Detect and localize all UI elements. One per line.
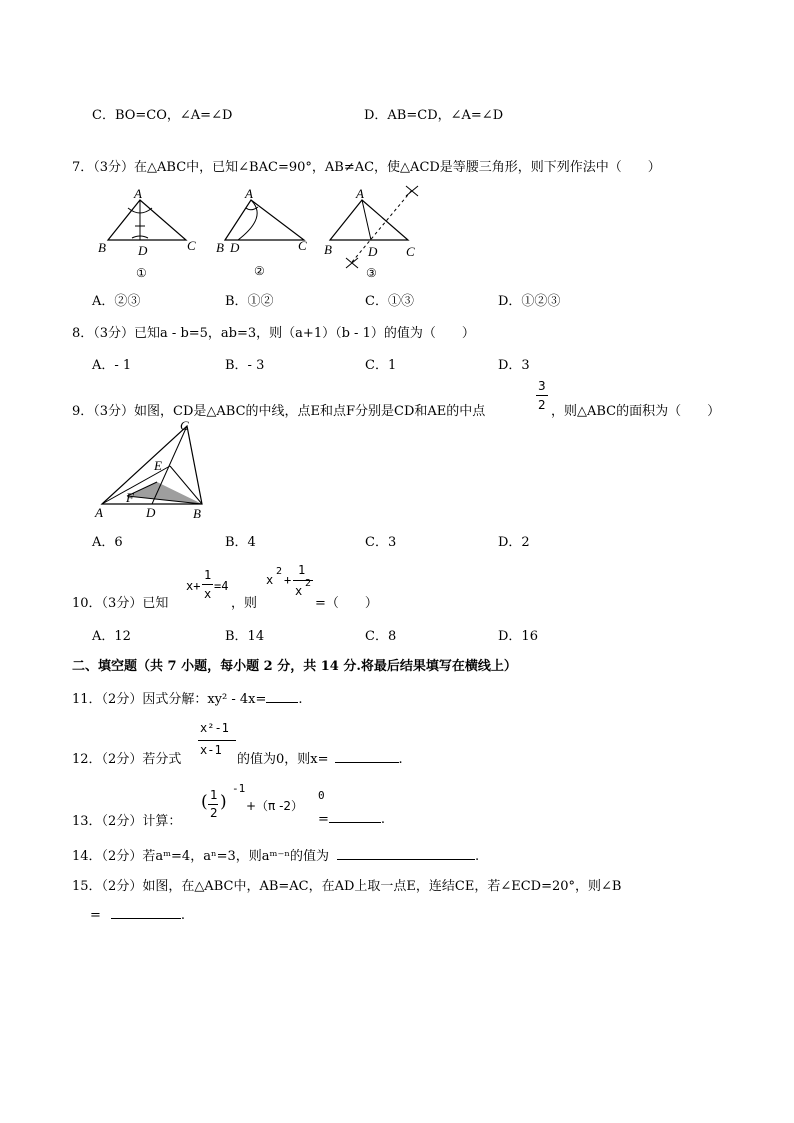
q7-f2-number: ② [254,264,265,278]
q12-stem-b [237,748,403,767]
q9-frac-line [536,395,548,396]
q15-equals: = [90,908,101,923]
q12-frac-den: x-1 [200,743,222,757]
q10-given-frac-line [202,584,213,585]
q9-label-a: A [95,505,103,520]
q12-end: . [398,752,403,767]
q11-stem [72,688,303,707]
q7-f1-number: ① [136,266,147,280]
q7-figure-1 [98,186,196,280]
q9-frac-denominator: 2 [538,398,546,412]
q9-stem-a: 9．（3分）如图，CD是△ABC的中线，点E和点F分别是CD和AE的中点 [72,404,486,419]
q10-stem-b: ，则 [231,596,258,611]
q9-option-d: D．2 [498,535,530,550]
q10-target-den: x [295,584,303,598]
q7-f3-number: ③ [366,266,377,280]
q9-label-d: D [146,505,156,520]
q7-f2-label-b: B [216,240,224,255]
q9-stem-b: ，则△ABC的面积为（ ） [551,404,721,419]
q13-pi-term: +（π -2） [246,799,304,813]
q10-x2-exp: 2 [276,566,283,577]
q7-f2-label-a: A [245,186,253,201]
q13-open-paren: ( [201,792,208,812]
q15-end: . [180,908,186,923]
q13-exp-0: 0 [318,789,325,802]
q7-f3-label-d: D [368,244,378,259]
q11-end: . [298,692,303,707]
q7-f2-label-c: C [298,238,307,253]
q12-answer-blank[interactable] [335,750,399,763]
q7-f1-label-b: B [98,240,106,255]
q9-option-c: C．3 [365,535,397,550]
q7-f1-label-a: A [134,186,142,201]
q12-frac-line [198,740,236,741]
q12-stem-a: 12．（2分）若分式 [72,752,182,767]
q9-label-e: E [154,458,162,473]
q15-stem-b [90,906,185,923]
q13-close-paren: ) [220,792,227,812]
q13-frac-num: 1 [210,788,218,802]
q8-stem: 8．（3分）已知a - b=5，ab=3，则（a+1）（b - 1）的值为（ ） [72,326,475,341]
q10-given-lhs: x+ [186,579,201,593]
q13-stem-a: 13．（2分）计算： [72,814,182,829]
q15-answer-blank[interactable] [111,906,181,919]
q10-given-rhs: =4 [214,579,229,593]
q7-figures [88,182,428,282]
q14-stem [72,845,479,864]
q12-frac-num: x²-1 [200,721,229,735]
q15-stem-a: 15．（2分）如图，在△ABC中，AB=AC，在AD上取一点E，连结CE，若∠ECD=20°，则∠B [72,879,622,894]
q8-option-d: D．3 [498,358,530,373]
q14-answer-blank[interactable] [337,847,475,860]
q10-plus: + [284,573,292,587]
q10-target-den-exp: 2 [305,578,312,589]
q10-given-den: x [204,587,212,601]
q9-option-b: B．4 [225,535,256,550]
q6-option-d: D．AB=CD，∠A=∠D [364,108,504,123]
q10-target-num: 1 [298,563,306,577]
q9-figure [92,418,222,524]
q14-end: . [474,849,480,864]
q11-text: 11．（2分）因式分解：xy² - 4x= [72,692,267,707]
q9-frac-numerator: 3 [538,379,546,393]
q7-f3-label-c: C [406,244,415,259]
q10-option-d: D．16 [498,629,538,644]
q7-figure-2 [216,186,307,278]
q7-option-d: D．①②③ [498,294,561,309]
q13-frac-den: 2 [210,806,218,820]
section-2-heading: 二、填空题（共 7 小题，每小题 2 分，共 14 分.将最后结果填写在横线上） [72,659,517,674]
q7-figure-3 [324,186,418,280]
q11-answer-blank[interactable] [266,690,298,703]
q10-option-c: C．8 [365,629,397,644]
q10-stem-a: 10．（3分）已知 [72,596,169,611]
q10-x2: x [266,573,274,587]
q13-answer-blank[interactable] [329,810,381,823]
q14-text: 14．（2分）若aᵐ=4，aⁿ=3，则aᵐ⁻ⁿ的值为 [72,849,329,864]
q7-stem: 7．（3分）在△ABC中，已知∠BAC=90°，AB≠AC，使△ACD是等腰三角形，则下列作法中（ ） [72,160,661,175]
q9-label-f: F [126,490,134,505]
q7-option-b: B．①② [225,294,274,309]
q8-option-b: B．- 3 [225,358,265,373]
q13-exp-neg1: -1 [232,782,246,795]
q12-text-b: 的值为0，则x= [237,752,329,767]
q7-option-c: C．①③ [365,294,414,309]
q9-label-c: C [180,418,189,433]
q8-option-c: C．1 [365,358,397,373]
q7-f1-label-d: D [138,243,148,258]
q13-end: . [380,812,386,827]
q10-option-a: A．12 [92,629,131,644]
q9-label-b: B [193,506,201,521]
q13-stem-b [318,810,385,827]
q10-given-num: 1 [204,568,212,582]
q9-option-a: A．6 [92,535,123,550]
q6-option-c: C．BO=CO，∠A=∠D [92,108,233,123]
q8-option-a: A．- 1 [92,358,132,373]
q7-f3-label-b: B [324,242,332,257]
q7-f3-label-a: A [356,186,364,201]
q7-option-a: A．②③ [92,294,141,309]
q7-f1-label-c: C [187,238,196,253]
q13-frac-line [208,804,218,805]
q13-equals: = [318,812,329,827]
q7-f2-label-d: D [230,240,240,255]
q10-option-b: B．14 [225,629,265,644]
q10-stem-c: =（ ） [315,596,378,611]
